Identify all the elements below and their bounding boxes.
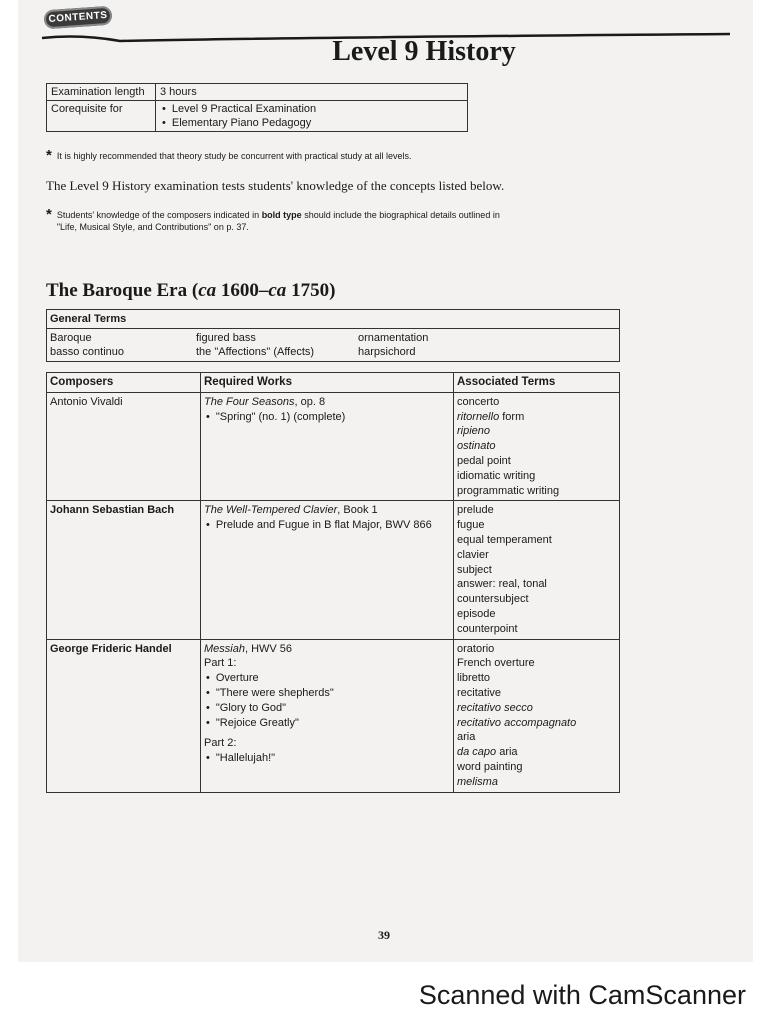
era-title-part: ca (268, 280, 287, 301)
work-items (204, 410, 450, 425)
col-header-composers: Composers (47, 373, 201, 393)
list-item: • Elementary Piano Pedagogy (160, 116, 463, 130)
list-item: • Prelude and Fugue in B flat Major, BWV 866 (204, 518, 450, 533)
general-terms-grid (50, 331, 616, 359)
term: prelude (457, 504, 494, 517)
composer-name: Johann Sebastian Bach (47, 501, 201, 639)
intro-text: The Level 9 History examination tests students' knowledge of the concepts listed below. (46, 178, 505, 193)
part-label: Part 1: (204, 657, 237, 670)
list-item: • "There were shepherds" (204, 686, 450, 701)
note-text: "Life, Musical Style, and Contributions" on p. 37. (56, 222, 249, 232)
part-label: Part 2: (204, 737, 237, 750)
exam-length-label: Examination length (47, 84, 156, 101)
asterisk-icon: * (46, 147, 52, 164)
work-title-line (204, 503, 450, 518)
col-header-terms: Associated Terms (454, 373, 620, 393)
general-term: basso continuo (50, 346, 124, 358)
term: counterpoint (457, 622, 518, 635)
term: idiomatic writing (457, 469, 536, 482)
term-da-capo: da capo aria (457, 746, 518, 759)
composer-name: George Frideric Handel (47, 639, 201, 792)
note-text: Students' knowledge of the composers indicated in (56, 210, 262, 220)
composer-name: Antonio Vivaldi (47, 392, 201, 501)
page-title: Level 9 History (332, 36, 516, 67)
table-row (47, 501, 620, 639)
term-ritornello: ritornello form (457, 410, 525, 423)
term: recitative (457, 686, 502, 699)
work-items (204, 751, 450, 766)
work-title: Messiah (204, 642, 245, 655)
page-number: 39 (378, 928, 390, 942)
term: concerto (457, 395, 500, 408)
term: episode (457, 607, 496, 620)
era-title (46, 280, 335, 302)
general-term: ornamentation (358, 332, 429, 344)
term: libretto (457, 672, 491, 685)
term: recitativo accompagnato (457, 716, 577, 729)
general-terms-header: General Terms (47, 310, 620, 329)
term: ostinato (457, 440, 496, 453)
work-title-line (204, 395, 450, 410)
exam-info-table (46, 83, 468, 132)
term: aria (457, 731, 476, 744)
list-item: • "Spring" (no. 1) (complete) (204, 410, 450, 425)
term: word painting (457, 760, 523, 773)
corequisite-label: Corequisite for (47, 101, 156, 132)
term: clavier (457, 548, 489, 561)
table-row (47, 639, 620, 792)
work-detail: , HWV 56 (244, 642, 293, 655)
era-title-part: 1750) (286, 280, 336, 301)
scanner-watermark: Scanned with CamScanner (418, 980, 746, 1010)
term: French overture (457, 657, 535, 670)
general-term: harpsichord (358, 346, 416, 358)
term: programmatic writing (457, 484, 560, 497)
work-items (204, 671, 450, 730)
note-text: It is highly recommended that theory study be concurrent with practical study at all levels. (56, 151, 412, 161)
composers-table (46, 372, 620, 793)
work-detail: , op. 8 (294, 395, 326, 408)
term: answer: real, tonal (457, 578, 547, 591)
work-items (204, 518, 450, 533)
list-item: • Overture (204, 671, 450, 686)
work-title: The Four Seasons (204, 395, 295, 408)
table-row (47, 392, 620, 501)
contents-tab[interactable]: CONTENTS (43, 6, 112, 30)
list-item: • "Rejoice Greatly" (204, 716, 450, 731)
note-theory (46, 147, 412, 164)
exam-length-value: 3 hours (156, 84, 468, 101)
term: pedal point (457, 454, 511, 467)
corequisite-list (160, 102, 463, 130)
list-item: • "Glory to God" (204, 701, 450, 716)
general-term: the "Affections" (Affects) (196, 346, 315, 358)
note-composers (46, 206, 500, 233)
general-term: figured bass (196, 332, 256, 344)
note-bold: bold type (261, 210, 302, 220)
era-title-part: The Baroque Era ( (46, 280, 199, 301)
work-detail: , Book 1 (337, 504, 378, 517)
list-item: • Level 9 Practical Examination (160, 102, 463, 116)
term: melisma (457, 775, 498, 788)
era-title-part: 1600– (216, 280, 269, 301)
list-item: • "Hallelujah!" (204, 751, 450, 766)
term: countersubject (457, 593, 529, 606)
general-term: Baroque (50, 332, 92, 344)
term: recitativo secco (457, 701, 533, 714)
work-title: The Well-Tempered Clavier (204, 504, 338, 517)
term: ripieno (457, 425, 491, 438)
era-title-part: ca (198, 280, 217, 301)
term: subject (457, 563, 492, 576)
term: oratorio (457, 642, 495, 655)
asterisk-icon: * (46, 206, 52, 223)
col-header-works: Required Works (201, 373, 454, 393)
general-terms-table (46, 309, 620, 362)
work-title-line (204, 642, 450, 657)
term: equal temperament (457, 533, 552, 546)
note-text: should include the biographical details outlined in (301, 210, 500, 220)
term: fugue (457, 519, 485, 532)
